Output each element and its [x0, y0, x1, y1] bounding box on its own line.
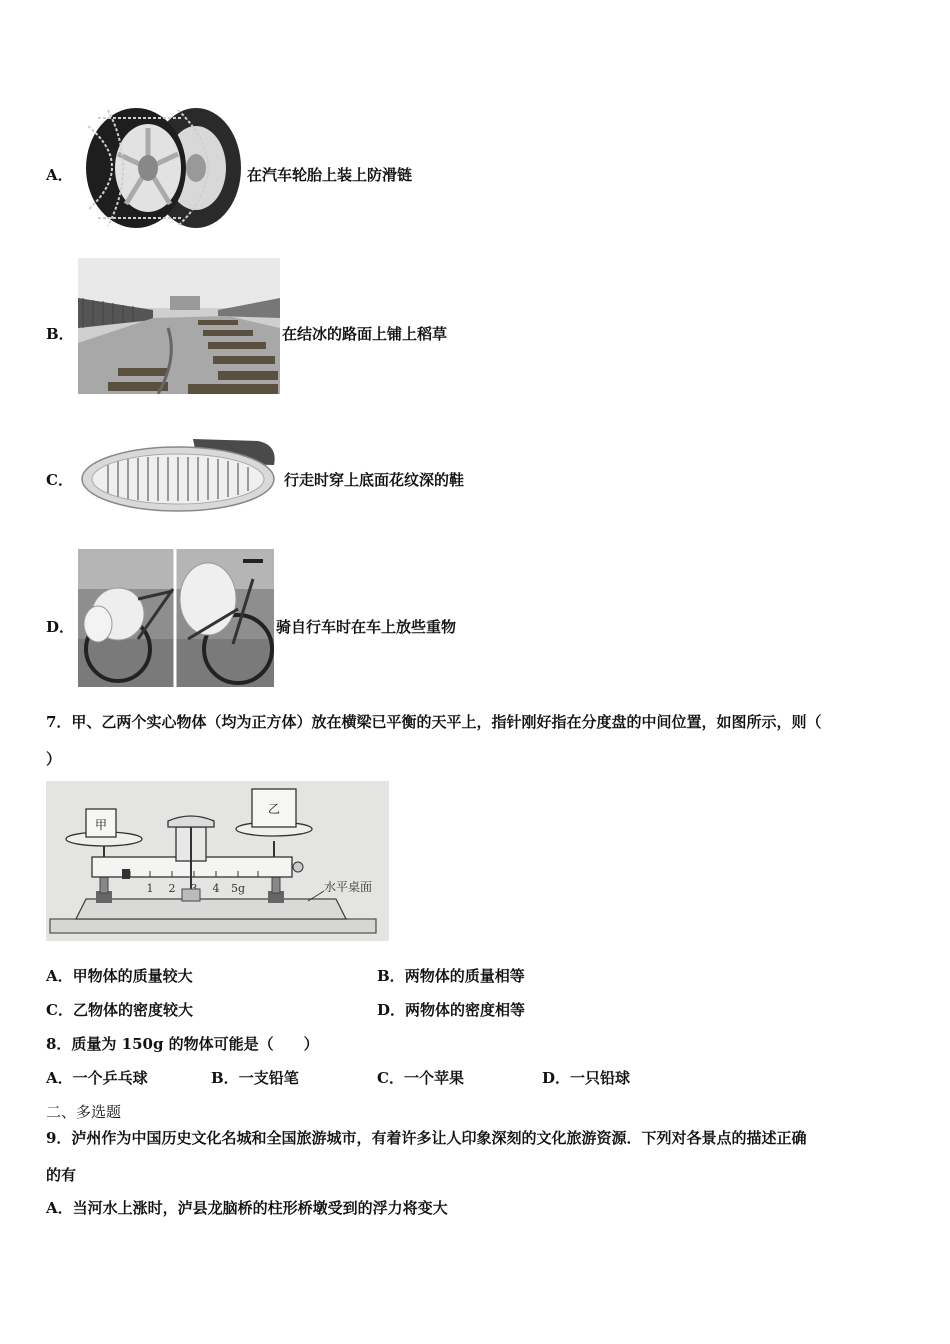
scale-mark-1: 1 [146, 882, 154, 895]
q7-option-d-label: D． [377, 1001, 406, 1019]
q8-option-b-label: B． [211, 1069, 239, 1087]
option-c-text: 行走时穿上底面花纹深的鞋 [284, 471, 465, 489]
q7-option-a-text: 甲物体的质量较大 [72, 967, 193, 985]
bicycle-load-image [78, 549, 274, 687]
balance-scale-figure [46, 781, 389, 941]
q7-option-c-label: C． [46, 1001, 73, 1019]
q8-option-c [377, 1069, 464, 1087]
q8-option-d-text: 一只铅球 [570, 1069, 631, 1087]
block-jia-label: 甲 [94, 818, 108, 832]
q8-option-a-label: A． [46, 1069, 73, 1087]
option-d-label: D． [46, 618, 75, 636]
table-label: 水平桌面 [324, 880, 373, 894]
q7-option-a [46, 967, 193, 985]
q8-option-a-text: 一个乒乓球 [72, 1069, 148, 1087]
section-2-title: 二、多选题 [46, 1103, 122, 1121]
q9-option-a-text: 当河水上涨时，泸县龙脑桥的柱形桥墩受到的浮力将变大 [72, 1199, 448, 1217]
scale-mark-5g: 5g [230, 882, 246, 895]
q8-option-c-text: 一个苹果 [403, 1069, 464, 1087]
question-7-stem-line1: 7．甲、乙两个实心物体（均为正方体）放在横梁已平衡的天平上，指针刚好指在分度盘的中间位置，如图所示，则（ [46, 713, 822, 731]
q7-option-d [377, 1001, 525, 1019]
block-yi-label: 乙 [267, 802, 281, 816]
tire-chain-image [78, 106, 245, 230]
scale-mark-2: 2 [168, 882, 176, 895]
q8-option-d-label: D． [542, 1069, 571, 1087]
question-8-stem: 8．质量为 150g 的物体可能是（ ） [46, 1035, 319, 1053]
shoe-sole-image [78, 435, 280, 517]
q7-option-c-text: 乙物体的密度较大 [72, 1001, 193, 1019]
q8-option-d [542, 1069, 630, 1087]
option-c-label: C． [46, 471, 73, 489]
q9-option-a [46, 1199, 448, 1217]
icy-road-straw-image [78, 258, 280, 394]
scale-mark-4: 4 [212, 882, 220, 895]
option-a-text: 在汽车轮胎上装上防滑链 [247, 166, 413, 184]
q7-option-b-label: B． [377, 967, 405, 985]
q7-option-d-text: 两物体的密度相等 [405, 1001, 526, 1019]
q7-option-a-label: A． [46, 967, 73, 985]
q7-option-b-text: 两物体的质量相等 [404, 967, 525, 985]
q9-option-a-label: A． [46, 1199, 73, 1217]
question-9-stem-line2: 的有 [46, 1166, 77, 1184]
option-b-text: 在结冰的路面上铺上稻草 [282, 325, 448, 343]
q7-option-b [377, 967, 525, 985]
q8-option-b-text: 一支铅笔 [238, 1069, 299, 1087]
q8-option-a [46, 1069, 148, 1087]
q8-option-c-label: C． [377, 1069, 404, 1087]
option-b-label: B． [46, 325, 74, 343]
question-9-stem-line1: 9．泸州作为中国历史文化名城和全国旅游城市，有着许多让人印象深刻的文化旅游资源．下列对各景点的描述正确 [46, 1129, 807, 1147]
option-a-label: A． [46, 166, 73, 184]
q7-option-c [46, 1001, 193, 1019]
q8-option-b [211, 1069, 299, 1087]
option-d-text: 骑自行车时在车上放些重物 [276, 618, 457, 636]
question-7-stem-line2: ） [46, 750, 62, 768]
